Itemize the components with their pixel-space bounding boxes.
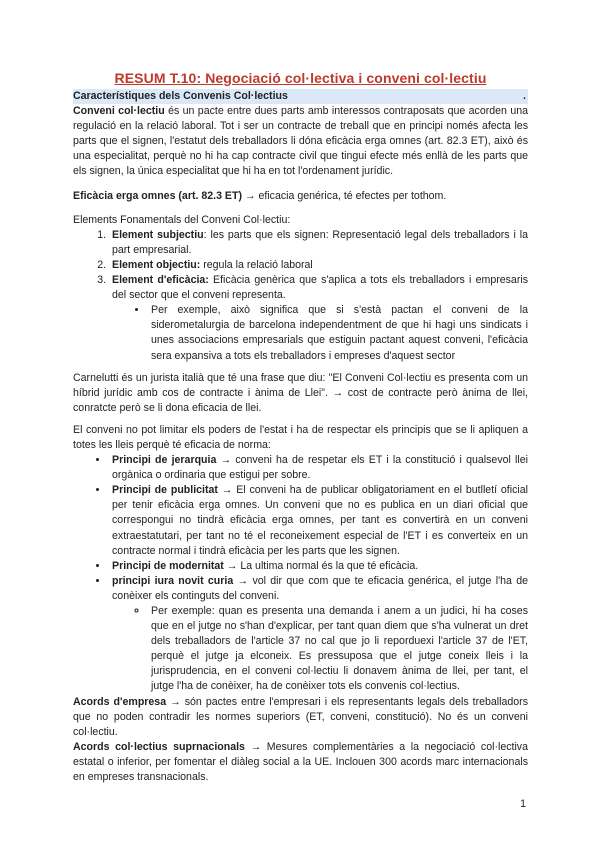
sub-list [112,604,528,695]
document-page [73,70,528,785]
elements-intro: Elements Fonamentals del Conveni Col·lectiu: [73,213,291,226]
principles-list [73,453,528,695]
list-item: 2. Element objectiu: regula la relació laboral [109,258,528,273]
list-item: • Principi de jerarquia → conveni ha de respetar els ET i la constitució i qualsevol llei orgànica o ordinaria que estigui per sobre. [109,453,528,483]
list-item: • Principi de publicitat → El conveni ha de publicar obligatoriament en el butlletí oficial per tenir eficàcia erga omnes. Un conveni que no es publica en un diari oficial que correspongui no tindrà eficàcia erga omnes, per tant es convertirà en un conveni extraestatutari, per tant no té el reconeixement especial de l'ET i es converteix en un contracte normal i tindrà eficàcia per les parts que les signen. [109,483,528,558]
list-item: 3. Element d'eficàcia: Eficàcia genèrica que s'aplica a tots els treballadors i empresaris del sector que el conveni representa. • Per exemple, això significa que si s'està pactan el conveni de la siderometalurgia de barcelona independentment de que hi hagi uns sindicats i unes associacions empresarials que estiguin pactant aquest conveni, l'eficàcia sera expansiva a tots els treballadors i empreses d'aquest sector [109,273,528,364]
paragraph-acords-empresa: Acords d'empresa → són pactes entre l'empresari i els representants legals dels treballadors que no poden contradir les normes superiors (ET, conveni, constitució). No és un conveni col·lectiu. [73,695,528,738]
list-item: • Per exemple, això significa que si s'està pactan el conveni de la siderometalurgia de barcelona independentment de que hi hagi uns sindicats i unes associacions empresarials que estiguin pactant aquest conveni, l'eficàcia sera expansiva a tots els treballadors i empreses d'aquest sector [148,303,528,363]
page-number: 1 [520,798,526,810]
term-conveni: Conveni col·lectiu [73,105,165,118]
section-heading [73,89,528,104]
sub-list [112,303,528,363]
list-item: • principi iura novit curia → vol dir que com que te eficacia genérica, el jutge l'ha de conèixer els continguts del conveni. ◦ Per exemple: quan es presenta una demanda i anem a un judici, hi ha coses que en el jutge no s'han d'explicar, per tant quan diem que s'ha vulnerat un dret dels treballadors de l'article 37 no cal que jo li reporduexi l'article 37 de l'ET, perquè el jutge ja elconeix. Es pressuposa que el jutge coneix lleis i la jurisprudencia, en el conveni col·lectiu li donavem ànima de llei, per tant, el jutge l'ha de conèixer, ha de conèixer tots els convenis col·lectius. [109,574,528,695]
term-acords-empresa: Acords d'empresa [73,695,167,708]
section-heading-trail: . [523,90,526,102]
list-item: 1. Element subjectiu: les parts que els signen: Representació legal dels treballadors i la part empresarial. [109,228,528,258]
paragraph-carnelutti: Carnelutti és un jurista italià que té una frase que diu: "El Conveni Col·lectiu es presenta com un híbrid jurídic amb cos de contracte i ànima de Llei". → cost de contracte però ànima de llei, conratcte però se li dona eficacia de llei. [73,371,528,414]
paragraph-acords-supranacionals: Acords col·lectius suprnacionals → Mesures complementàries a la negociació col·lectiva estatal o inferior, per fomentar el diàleg social a la UE. Inclouen 300 acords marc internacionals en empreses transnacionals. [73,740,528,784]
term-erga-omnes: Eficàcia erga omnes (art. 82.3 ET) [73,189,242,202]
section-heading-text: Característiques dels Convenis Col·lectius [73,90,288,102]
document-title: RESUM T.10: Negociació col·lectiva i conveni col·lectiu [114,70,487,86]
paragraph-principles-intro: El conveni no pot limitar els poders de l'estat i ha de respectar els principis que se li apliquen a totes les lleis perquè té eficacia de norma: [73,423,528,451]
paragraph-conveni-definition: Conveni col·lectiu és un pacte entre dues parts amb interessos contraposats que acorden una regulació en la relació laboral. Tot i ser un contracte de treball que en principi només afecta les parts que el signen, l'estatut dels treballadors li dóna eficàcia erga omnes (art. 82.3 ET), això és una especialitat, perquè no hi ha cap contracte civil que tingui efecte més enllà de les parts que els signen, la única especialitat que hi ha en tot l'ordenament jurídic. [73,105,528,178]
list-item: ◦ Per exemple: quan es presenta una demanda i anem a un judici, hi ha coses que en el jutge no s'han d'explicar, per tant quan diem que s'ha vulnerat un dret dels treballadors de l'article 37 no cal que jo li reporduexi l'article 37 de l'ET, perquè el jutge ja elconeix. Es pressuposa que el jutge coneix lleis i la jurisprudencia, en el conveni col·lectiu li donavem ànima de llei, per tant, el jutge l'ha de conèixer, ha de conèixer tots els convenis col·lectius. [148,604,528,695]
paragraph-erga-omnes: Eficàcia erga omnes (art. 82.3 ET) → eficacia genérica, té efectes per tothom. [73,189,447,202]
list-item: • Principi de modernitat → La ultima normal és la que té eficàcia. [109,559,528,574]
term-acords-supranacionals: Acords col·lectius suprnacionals [73,740,245,753]
elements-list [73,228,528,364]
